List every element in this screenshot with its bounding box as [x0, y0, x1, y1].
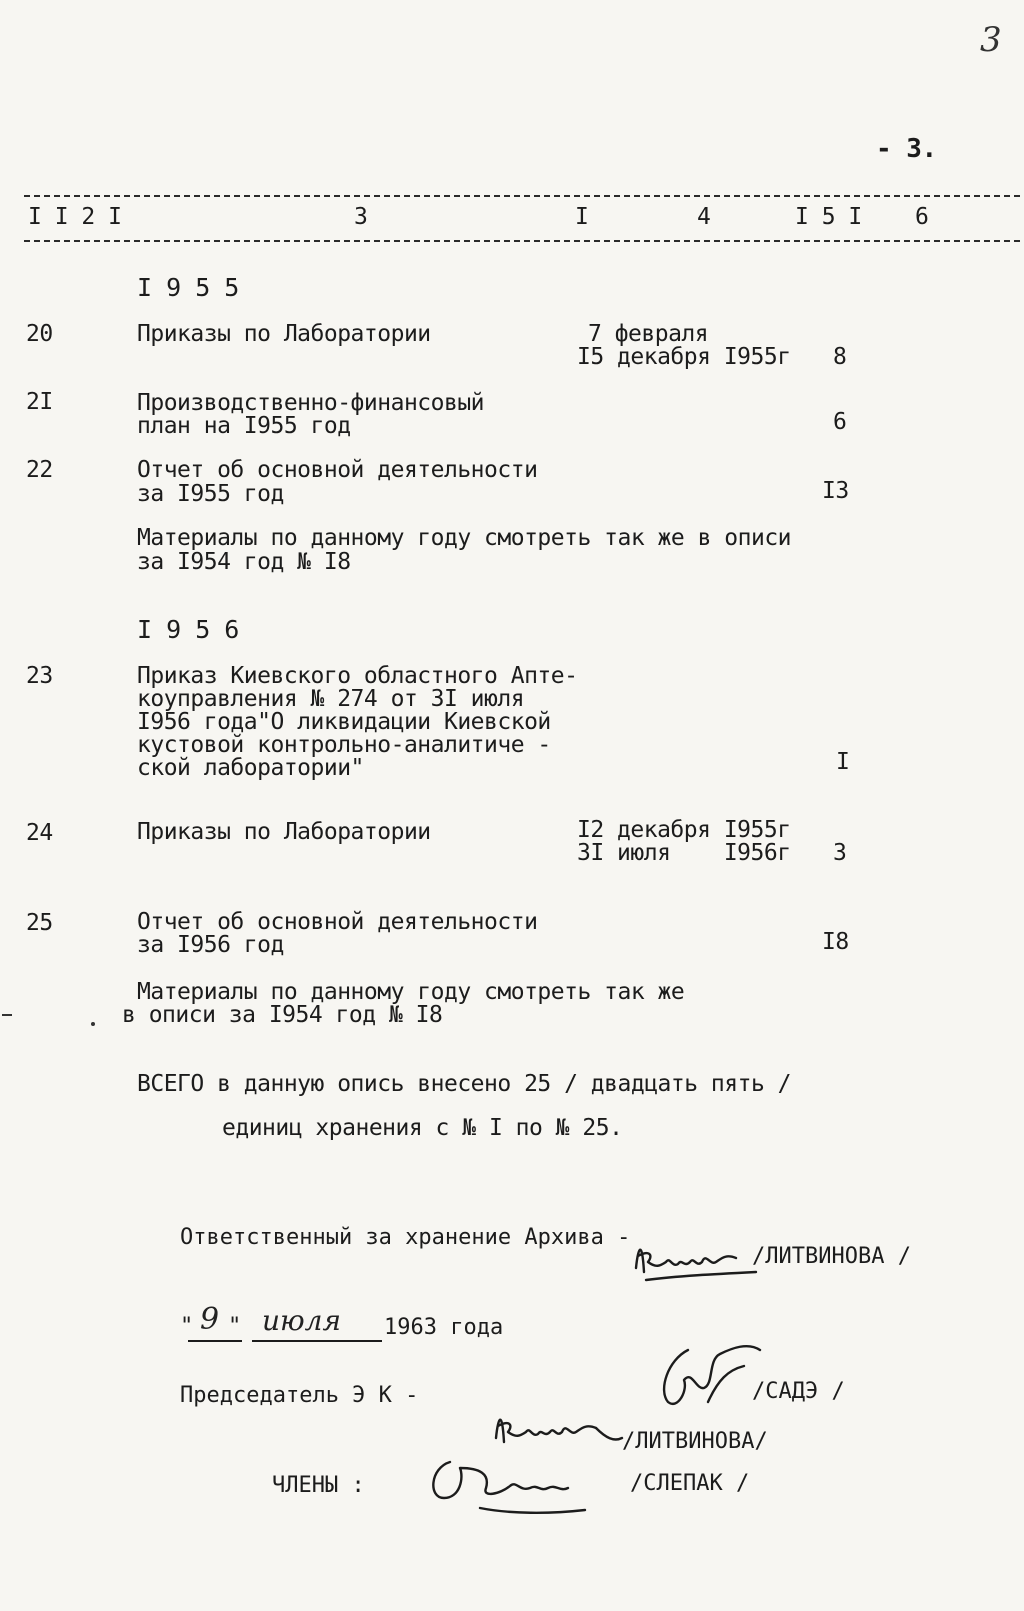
row-title-line: Отчет об основной деятельности — [137, 457, 538, 483]
row-sheet-count: I — [836, 749, 850, 775]
year-heading: I 9 5 5 — [137, 273, 239, 302]
signature-sade — [648, 1330, 778, 1420]
member1-name: /ЛИТВИНОВА/ — [622, 1429, 768, 1454]
row-number: 24 — [26, 820, 53, 846]
total-line: единиц хранения с № I по № 25. — [222, 1115, 623, 1141]
row-date-line: 7 февраля — [588, 321, 709, 347]
chair-name: /САДЭ / — [752, 1379, 845, 1404]
row-number: 22 — [26, 457, 53, 483]
row-number: 23 — [26, 663, 53, 689]
row-title-line: за I956 год — [137, 932, 284, 958]
date-open-quote: " — [180, 1314, 194, 1339]
col-header-6: 6 — [915, 204, 929, 230]
date-close-quote: " — [228, 1314, 242, 1339]
row-sheet-count: I8 — [822, 929, 849, 955]
row-sheet-count: 3 — [833, 840, 847, 866]
margin-mark — [2, 1014, 12, 1016]
col-header-sep-2: I 5 I — [795, 204, 862, 230]
row-title-line: ской лаборатории" — [137, 755, 364, 781]
row-title-line: коуправления № 274 от 3I июля — [137, 686, 525, 712]
header-top-rule — [24, 195, 1020, 197]
col-header-sep-1: I — [575, 204, 589, 230]
date-year: 1963 года — [384, 1315, 504, 1340]
date-month: июля — [262, 1304, 342, 1337]
row-date-line: I2 декабря I955г — [577, 817, 791, 843]
row-sheet-count: 8 — [833, 344, 847, 370]
note-line: Материалы по данному году смотреть так же — [137, 979, 685, 1005]
responsible-name: /ЛИТВИНОВА / — [752, 1244, 911, 1269]
responsible-label: Ответственный за хранение Архива - — [180, 1225, 631, 1250]
row-date-line: 3I июля I956г — [577, 840, 791, 866]
row-title-line: Производственно-финансовый — [137, 390, 485, 416]
row-date-line: I5 декабря I955г — [577, 344, 791, 370]
year-heading: I 9 5 6 — [137, 615, 239, 644]
row-title-line: Приказ Киевского областного Апте- — [137, 663, 578, 689]
margin-dot — [91, 1022, 95, 1026]
note-line: в описи за I954 год № I8 — [122, 1002, 443, 1028]
chair-label: Председатель Э К - — [180, 1383, 419, 1408]
row-sheet-count: 6 — [833, 409, 847, 435]
col-header-3: 3 — [354, 204, 368, 230]
row-title-line: за I955 год — [137, 481, 284, 507]
row-number: 25 — [26, 910, 53, 936]
date-month-underline — [252, 1340, 382, 1342]
row-title-line: Приказы по Лаборатории — [137, 819, 431, 845]
members-label: ЧЛЕНЫ : — [272, 1473, 365, 1498]
row-title-line: план на I955 год — [137, 413, 351, 439]
total-line: ВСЕГО в данную опись внесено 25 / двадцать пять / — [137, 1071, 792, 1097]
row-title-line: I956 года"О ликвидации Киевской — [137, 709, 551, 735]
note-line: Материалы по данному году смотреть так же в описи — [137, 525, 792, 551]
signature-slepak — [420, 1448, 600, 1528]
row-number: 2I — [26, 389, 53, 415]
row-title-line: кустовой контрольно-аналитиче - — [137, 732, 551, 758]
col-header-4: 4 — [697, 204, 711, 230]
col-header-1-2: I I 2 I — [28, 204, 122, 230]
row-sheet-count: I3 — [822, 478, 849, 504]
date-day-underline — [188, 1340, 242, 1342]
corner-page-number: 3 — [980, 20, 1002, 60]
row-title-line: Приказы по Лаборатории — [137, 321, 431, 347]
row-title-line: Отчет об основной деятельности — [137, 909, 538, 935]
date-day: 9 — [200, 1302, 220, 1337]
page-number: - 3. — [876, 134, 937, 164]
member2-name: /СЛЕПАК / — [630, 1471, 750, 1496]
header-bottom-rule — [24, 240, 1020, 242]
note-line: за I954 год № I8 — [137, 549, 351, 575]
row-number: 20 — [26, 321, 53, 347]
